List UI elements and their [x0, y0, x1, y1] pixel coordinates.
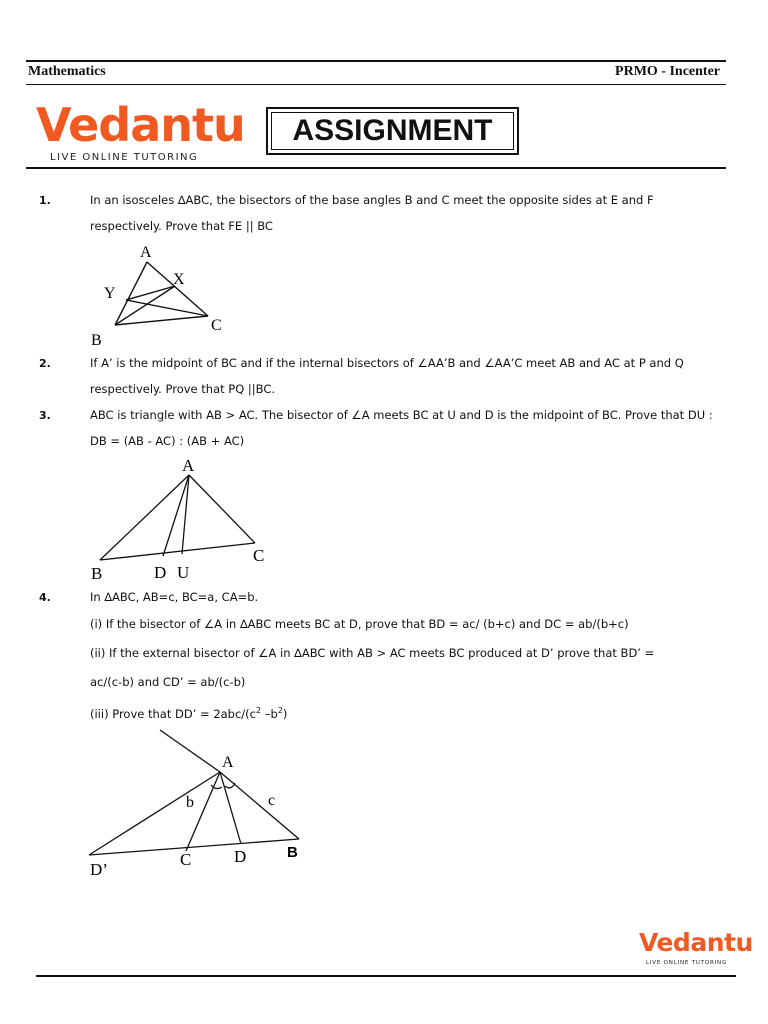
vertex-label: B [287, 844, 298, 861]
vertex-label: A [222, 754, 234, 771]
question-text: respectively. Prove that PQ ||BC. [90, 382, 276, 396]
vertex-label: A [140, 244, 152, 261]
formula-prefix: (iii) Prove that DD’ = 2abc/(c [90, 706, 256, 721]
question-text: In ∆ABC, AB=c, BC=a, CA=b. [90, 590, 259, 604]
question-number: 3. [39, 409, 51, 422]
question-text: If A’ is the midpoint of BC and if the internal bisectors of ∠AA’B and ∠AA’C meet AB and AC at P and Q [90, 356, 684, 370]
title-rule [26, 167, 726, 169]
superscript: 2 [277, 706, 283, 715]
vertex-label: Y [104, 285, 116, 302]
vertex-label: D [234, 847, 247, 866]
question-text: (ii) If the external bisector of ∠A in ∆ABC with AB > AC meets BC produced at D’ prove that BD’ = [90, 646, 655, 660]
top-rule [26, 60, 726, 62]
vertex-label: A [182, 456, 195, 475]
topic-label: PRMO - Incenter [615, 64, 720, 79]
question-text: ABC is triangle with AB > AC. The bisector of ∠A meets BC at U and D is the midpoint of BC. Prove that DU : [90, 408, 713, 422]
figure-triangle-abc-xy [85, 240, 235, 350]
formula-suffix: ) [282, 706, 288, 721]
side-label: b [186, 794, 194, 811]
formula-mid: –b [261, 706, 278, 721]
vertex-label: C [253, 546, 265, 565]
footer-vedantu-logo: Vedantu [639, 928, 753, 957]
question-text-formula [90, 704, 287, 721]
superscript: 2 [256, 706, 262, 715]
footer-rule [36, 975, 736, 977]
vertex-label: C [180, 850, 192, 869]
question-text: (i) If the bisector of ∠A in ∆ABC meets BC at D, prove that BD = ac/ (b+c) and DC = ab/(b+c) [90, 617, 629, 631]
vertex-label: C [211, 317, 222, 334]
assignment-box [266, 107, 519, 155]
question-number: 2. [39, 357, 51, 370]
figure-triangle-abc-du [85, 455, 275, 585]
header-rule [26, 84, 726, 85]
question-number: 1. [39, 194, 51, 207]
question-text: DB = (AB - AC) : (AB + AC) [90, 434, 245, 448]
question-number: 4. [39, 591, 51, 604]
footer-logo-tagline: LIVE ONLINE TUTORING [646, 960, 728, 966]
assignment-title: ASSIGNMENT [271, 112, 514, 150]
question-text: ac/(c-b) and CD’ = ab/(c-b) [90, 675, 246, 689]
vertex-label: B [91, 332, 102, 349]
vertex-label: X [173, 271, 185, 288]
subject-label: Mathematics [28, 64, 106, 79]
logo-tagline: LIVE ONLINE TUTORING [50, 152, 199, 163]
vertex-label: D’ [90, 860, 108, 879]
figure-external-bisector [85, 725, 315, 885]
vertex-label: B [91, 564, 103, 583]
side-label: c [268, 792, 276, 809]
vedantu-logo: Vedantu [36, 98, 245, 152]
vertex-label: D [154, 563, 167, 582]
question-text: respectively. Prove that FE || BC [90, 219, 273, 233]
question-text: In an isosceles ∆ABC, the bisectors of the base angles B and C meet the opposite sides at E and F [90, 193, 654, 207]
vertex-label: U [177, 563, 190, 582]
